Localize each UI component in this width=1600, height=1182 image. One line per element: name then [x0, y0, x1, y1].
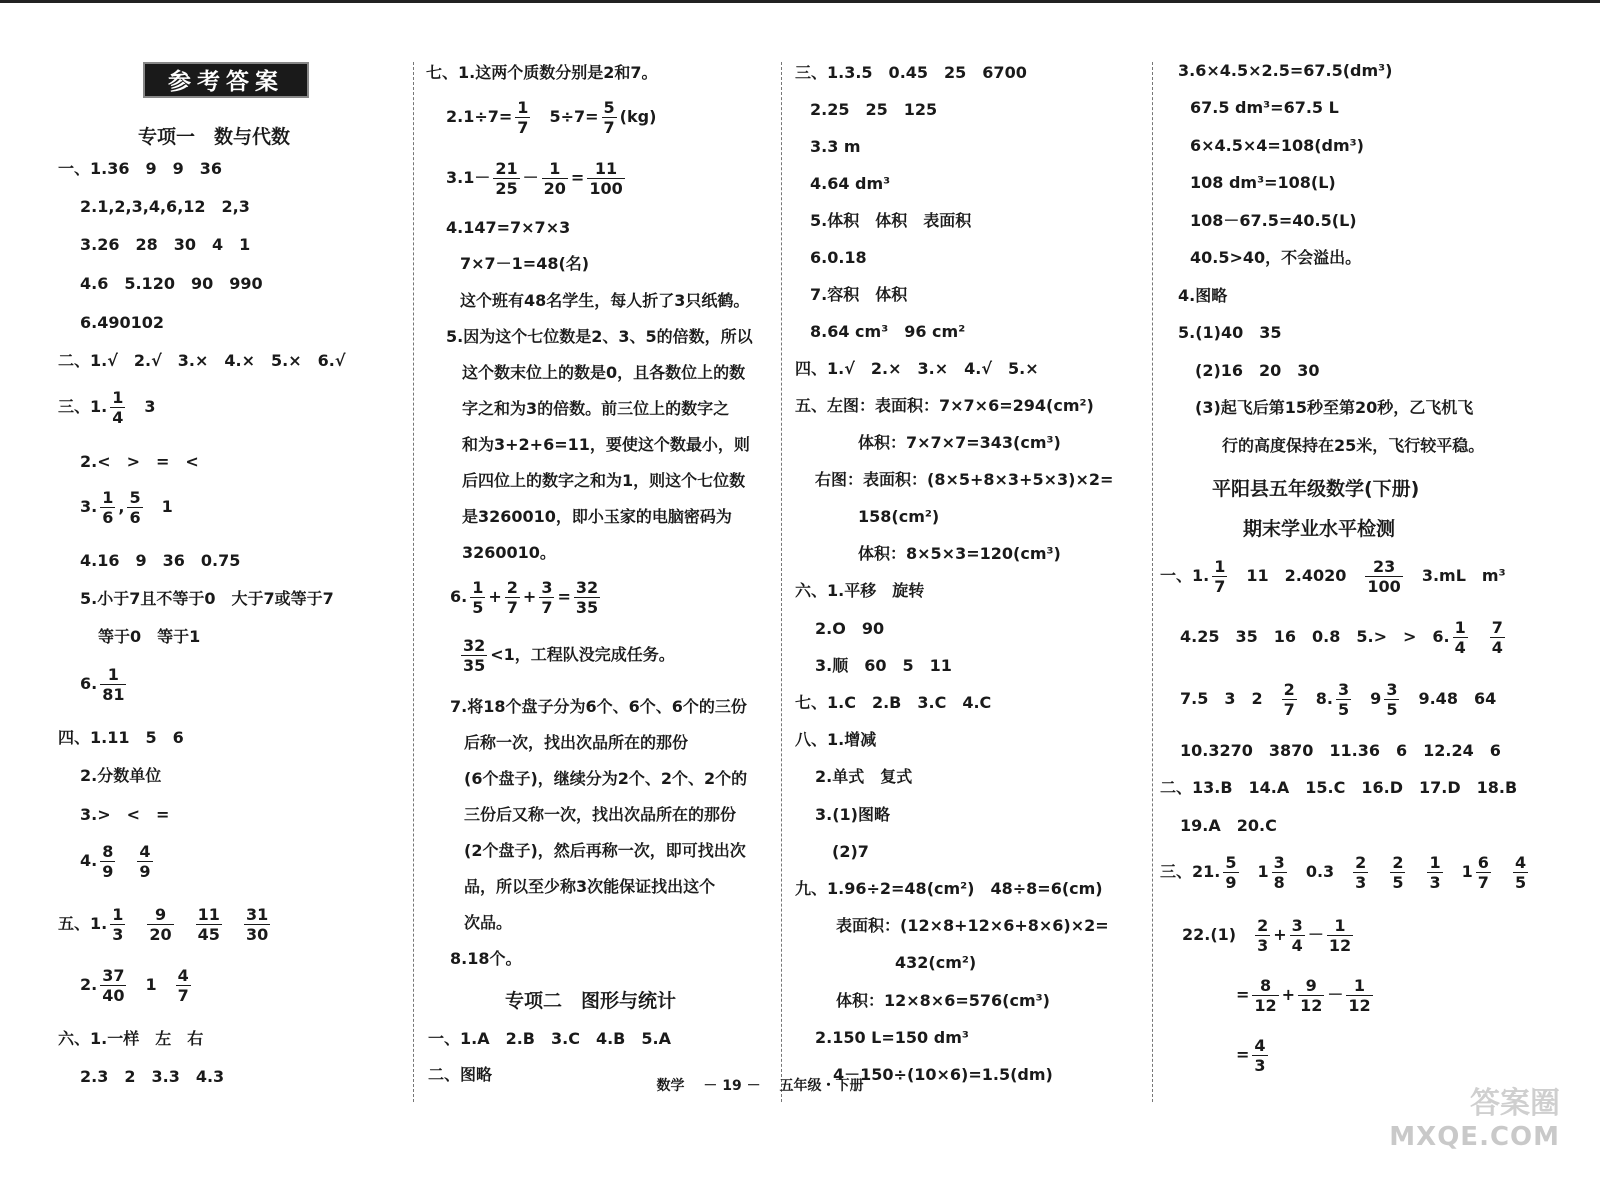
answer-line: 三份后又称一次，找出次品所在的那份: [464, 805, 737, 824]
fraction: $\frac{1}{12}$: [1348, 976, 1371, 1015]
answer-line: 4－150÷(10×6)=1.5(dm): [833, 1065, 1053, 1084]
answer-line: 3.3 m: [810, 137, 861, 156]
fraction: $\frac{37}{40}$: [102, 966, 125, 1005]
answer-line: 5.因为这个七位数是2、3、5的倍数，所以: [446, 327, 753, 346]
answer-line: (2)7: [832, 842, 869, 861]
answer-line: 2.< > = <: [80, 452, 199, 471]
footer-grade: 五年级・下册: [779, 1078, 864, 1094]
answer-line: 3.顺 60 5 11: [815, 656, 952, 675]
answer-line: 三、1. $\frac{1}{4}$ 3: [58, 388, 156, 427]
fraction: $\frac{1}{3}$: [1429, 853, 1441, 892]
footer-subject: 数学: [656, 1078, 685, 1094]
page-title: 参考答案: [143, 62, 309, 98]
fraction: $\frac{1}{4}$: [1454, 618, 1466, 657]
answer-line: 后称一次，找出次品所在的那份: [464, 733, 689, 752]
fraction: $\frac{32}{35}$: [575, 578, 599, 617]
fraction: $\frac{5}{9}$: [1225, 853, 1237, 892]
answer-line: 三、1.3.5 0.45 25 6700: [795, 63, 1027, 82]
answer-line: 5.(1)40 35: [1178, 323, 1282, 342]
answer-line: 字之和为3的倍数。前三位上的数字之: [462, 399, 730, 418]
answer-line: 2.1÷7= $\frac{1}{7}$ 5÷7= $\frac{5}{7}$ (kg): [446, 98, 657, 137]
answer-line: 108 dm³=108(L): [1190, 173, 1336, 192]
section-heading: 平阳县五年级数学(下册): [1212, 478, 1420, 500]
answer-line: 七、1.C 2.B 3.C 4.C: [795, 693, 992, 712]
answer-line: 3.1－ $\frac{21}{25}$ － $\frac{1}{20}$ = $\frac{11}{100}$: [446, 159, 623, 198]
answer-line: 和为3+2+6=11，要使这个数最小，则: [462, 435, 750, 454]
answer-line: 2.25 25 125: [810, 100, 938, 119]
answer-line: 后四位上的数字之和为1，则这个七位数: [462, 471, 746, 490]
answer-line: 次品。: [464, 913, 513, 932]
answer-line: 4.25 35 16 0.8 5.> > 6. $\frac{1}{4}$ $\frac{7}{4}$: [1180, 618, 1503, 657]
fraction: $\frac{4}{9}$: [139, 842, 151, 881]
answer-line: 67.5 dm³=67.5 L: [1190, 98, 1339, 117]
answer-line: 六、1.一样 左 右: [58, 1029, 204, 1048]
answer-line: 4.64 dm³: [810, 174, 891, 193]
answer-line: = $\frac{8}{12}$ + $\frac{9}{12}$ － $\frac{1}{12}$: [1236, 976, 1371, 1015]
fraction: $\frac{4}{3}$: [1254, 1036, 1266, 1075]
answer-line: 6.490102: [80, 313, 165, 332]
fraction: $\frac{1}{5}$: [472, 578, 484, 617]
fraction: $\frac{1}{20}$: [543, 159, 566, 198]
answer-line: 这个班有48名学生，每人折了3只纸鹤。: [460, 291, 750, 310]
fraction: $\frac{1}{6}$: [102, 488, 114, 527]
fraction: $\frac{23}{100}$: [1367, 557, 1401, 596]
answer-line: 3260010。: [462, 543, 556, 562]
answer-line: 七、1.这两个质数分别是2和7。: [426, 63, 658, 82]
answer-line: 二、1.√ 2.√ 3.× 4.× 5.× 6.√: [58, 351, 346, 370]
answer-line: (6个盘子)，继续分为2个、2个、2个的: [464, 769, 748, 788]
answer-line: 3.(1)图略: [815, 805, 890, 824]
fraction: $\frac{3}{4}$: [1291, 916, 1303, 955]
answer-line: 7×7－1=48(名): [460, 254, 590, 273]
answer-line: 右图：表面积：(8×5+8×3+5×3)×2=: [815, 470, 1114, 489]
answer-line: 品，所以至少称3次能保证找出这个: [464, 877, 716, 896]
answer-line: 158(cm²): [858, 507, 940, 526]
answer-line: 6. $\frac{1}{81}$: [80, 665, 125, 704]
answer-line: 2.150 L=150 dm³: [815, 1028, 969, 1047]
column-divider: [413, 62, 414, 1102]
answer-line: = $\frac{4}{3}$: [1236, 1036, 1266, 1075]
answer-line: 九、1.96÷2=48(cm²) 48÷8=6(cm): [795, 879, 1103, 898]
answer-line: 二、13.B 14.A 15.C 16.D 17.D 18.B: [1160, 778, 1518, 797]
answer-line: 6.0.18: [810, 248, 867, 267]
fraction: $\frac{1}{4}$: [112, 388, 124, 427]
answer-line: 4.6 5.120 90 990: [80, 274, 263, 293]
answer-line: 四、1.11 5 6: [58, 728, 184, 747]
fraction: $\frac{1}{81}$: [102, 665, 125, 704]
answer-line: 6×4.5×4=108(dm³): [1190, 136, 1364, 155]
answer-line: 表面积：(12×8+12×6+8×6)×2=: [836, 916, 1109, 935]
answer-line: 等于0 等于1: [98, 627, 201, 646]
fraction: $\frac{2}{5}$: [1392, 853, 1404, 892]
fraction: $\frac{3}{5}$: [1386, 680, 1398, 719]
answer-line: 一、1.A 2.B 3.C 4.B 5.A: [428, 1029, 671, 1048]
fraction: $\frac{32}{35}$: [463, 636, 486, 675]
fraction: $\frac{6}{7}$: [1477, 853, 1489, 892]
fraction: $\frac{21}{25}$: [495, 159, 518, 198]
fraction: $\frac{4}{7}$: [177, 966, 189, 1005]
answer-line: 4.16 9 36 0.75: [80, 551, 241, 570]
watermark-text: MXQE.COM: [1389, 1122, 1560, 1152]
answer-line: 19.A 20.C: [1180, 816, 1277, 835]
fraction: $\frac{11}{100}$: [589, 159, 623, 198]
answer-line: 7.将18个盘子分为6个、6个、6个的三份: [450, 697, 747, 716]
answer-line: (2)16 20 30: [1195, 361, 1320, 380]
fraction: $\frac{8}{9}$: [102, 842, 114, 881]
answer-line: 8.18个。: [450, 949, 522, 968]
fraction: $\frac{7}{4}$: [1491, 618, 1503, 657]
section-heading: 期末学业水平检测: [1243, 518, 1396, 540]
page-number: － 19 －: [703, 1078, 761, 1094]
fraction: $\frac{5}{6}$: [129, 488, 141, 527]
answer-line: 40.5>40，不会溢出。: [1190, 248, 1362, 267]
answer-line: 108－67.5=40.5(L): [1190, 211, 1357, 230]
fraction: $\frac{2}{7}$: [506, 578, 518, 617]
answer-line: $\frac{32}{35}$ <1，工程队没完成任务。: [463, 636, 675, 675]
answer-line: 二、图略: [428, 1065, 493, 1084]
answer-line: 四、1.√ 2.× 3.× 4.√ 5.×: [795, 359, 1039, 378]
answer-line: 3. $\frac{1}{6}$ , $\frac{5}{6}$ 1: [80, 488, 173, 527]
answer-line: 六、1.平移 旋转: [795, 581, 925, 600]
answer-line: 体积：8×5×3=120(cm³): [858, 544, 1061, 563]
answer-line: 4.图略: [1178, 286, 1228, 305]
answer-line: 这个数末位上的数是0，且各数位上的数: [462, 363, 746, 382]
fraction: $\frac{1}{7}$: [517, 98, 529, 137]
answer-line: 3.6×4.5×2.5=67.5(dm³): [1178, 61, 1393, 80]
fraction: $\frac{5}{7}$: [603, 98, 615, 137]
section-heading: 专项二 图形与统计: [505, 990, 677, 1012]
fraction: $\frac{8}{12}$: [1254, 976, 1277, 1015]
answer-line: 2.单式 复式: [815, 767, 913, 786]
answer-line: (2个盘子)，然后再称一次，即可找出次: [464, 841, 746, 860]
answer-line: 7.5 3 2 $\frac{2}{7}$ 8. $\frac{3}{5}$ 9 $\frac{3}{5}$ 9.48 64: [1180, 680, 1497, 719]
answer-line: 2.O 90: [815, 619, 885, 638]
fraction: $\frac{31}{30}$: [245, 905, 269, 944]
fraction: $\frac{11}{45}$: [197, 905, 220, 944]
answer-line: 10.3270 3870 11.36 6 12.24 6: [1180, 741, 1501, 760]
answer-line: 3.26 28 30 4 1: [80, 235, 251, 254]
answer-line: 2.1,2,3,4,6,12 2,3: [80, 197, 250, 216]
answer-line: 2. $\frac{37}{40}$ 1 $\frac{4}{7}$: [80, 966, 189, 1005]
answer-line: 八、1.增减: [795, 730, 877, 749]
answer-line: 3.> < =: [80, 805, 170, 824]
answer-line: (3)起飞后第15秒至第20秒，乙飞机飞: [1195, 398, 1474, 417]
answer-line: 6. $\frac{1}{5}$ + $\frac{2}{7}$ + $\frac{3}{7}$ = $\frac{32}{35}$: [450, 578, 599, 617]
column-divider: [1152, 62, 1153, 1102]
answer-line: 一、1. $\frac{1}{7}$ 11 2.4020 $\frac{23}{100}$ 3.mL m³: [1160, 557, 1506, 596]
answer-line: 2.分数单位: [80, 766, 162, 785]
answer-line: 五、左图：表面积：7×7×6=294(cm²): [795, 396, 1094, 415]
watermark-logo: 答案圈: [1470, 1086, 1560, 1121]
answer-line: 五、1. $\frac{1}{3}$ $\frac{9}{20}$ $\frac{11}{45}$ $\frac{31}{30}$: [58, 905, 269, 944]
fraction: $\frac{3}{8}$: [1273, 853, 1285, 892]
fraction: $\frac{1}{12}$: [1328, 916, 1352, 955]
answer-line: 22.(1) $\frac{2}{3}$ + $\frac{3}{4}$ － $\frac{1}{12}$: [1182, 916, 1352, 955]
answer-line: 是3260010，即小玉家的电脑密码为: [462, 507, 732, 526]
fraction: $\frac{1}{3}$: [112, 905, 124, 944]
fraction: $\frac{9}{12}$: [1300, 976, 1323, 1015]
answer-line: 一、1.36 9 9 36: [58, 159, 223, 178]
answer-line: 8.64 cm³ 96 cm²: [810, 322, 966, 341]
section-heading: 专项一 数与代数: [138, 126, 291, 148]
answer-line: 三、21. $\frac{5}{9}$ 1 $\frac{3}{8}$ 0.3 $\frac{2}{3}$ $\frac{2}{5}$ $\frac{1}{3}$ 1 $\frac{6}{7}$ $\frac{4}{5}$: [1160, 853, 1527, 892]
answer-line: 7.容积 体积: [810, 285, 908, 304]
top-border: [0, 0, 1600, 3]
answer-line: 4. $\frac{8}{9}$ $\frac{4}{9}$: [80, 842, 151, 881]
answer-line: 体积：12×8×6=576(cm³): [836, 991, 1050, 1010]
answer-line: 5.体积 体积 表面积: [810, 211, 972, 230]
answer-line: 行的高度保持在25米，飞行较平稳。: [1222, 436, 1485, 455]
fraction: $\frac{2}{3}$: [1257, 916, 1269, 955]
answer-line: 体积：7×7×7=343(cm³): [858, 433, 1061, 452]
fraction: $\frac{9}{20}$: [149, 905, 172, 944]
answer-line: 2.3 2 3.3 4.3: [80, 1067, 225, 1086]
answer-line: 432(cm²): [895, 953, 977, 972]
fraction: $\frac{1}{7}$: [1214, 557, 1226, 596]
fraction: $\frac{3}{7}$: [541, 578, 553, 617]
column-divider: [781, 62, 782, 1102]
fraction: $\frac{2}{3}$: [1355, 853, 1367, 892]
fraction: $\frac{3}{5}$: [1338, 680, 1350, 719]
fraction: $\frac{4}{5}$: [1514, 853, 1527, 892]
fraction: $\frac{2}{7}$: [1283, 680, 1295, 719]
page-footer: [550, 1075, 970, 1095]
answer-line: 4.147=7×7×3: [446, 218, 571, 237]
answer-line: 5.小于7且不等于0 大于7或等于7: [80, 589, 334, 608]
